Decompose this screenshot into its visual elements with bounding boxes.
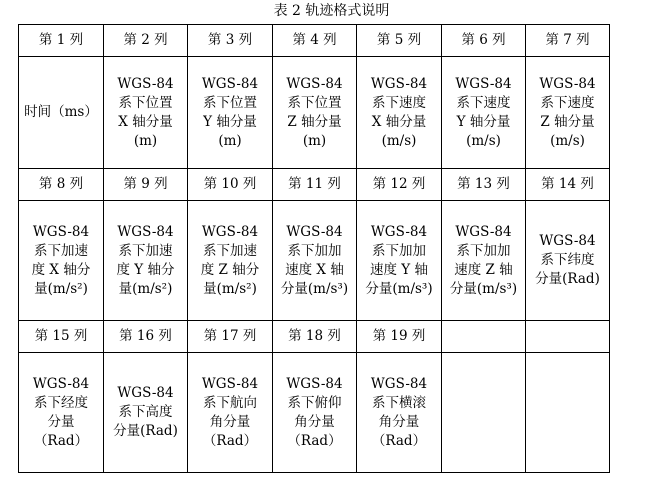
column-header: 第 6 列: [442, 25, 526, 57]
column-description: WGS-84 系下加加 速度 Y 轴 分量(m/s³): [357, 201, 442, 321]
column-description: WGS-84 系下俯仰 角分量 （Rad）: [273, 353, 357, 473]
table-caption: 表 2 轨迹格式说明: [273, 3, 390, 19]
column-header: 第 15 列: [19, 321, 104, 353]
column-description: WGS-84 系下纬度 分量(Rad): [526, 201, 610, 321]
column-header: 第 10 列: [188, 169, 273, 201]
description-row-2: [19, 201, 610, 321]
column-description: WGS-84 系下位置 Z 轴分量 (m): [273, 57, 357, 169]
column-description: WGS-84 系下加加 速度 X 轴 分量(m/s³): [273, 201, 357, 321]
trajectory-format-table: [18, 24, 610, 473]
empty-cell: [442, 321, 526, 353]
column-header: 第 13 列: [442, 169, 526, 201]
column-description: WGS-84 系下速度 X 轴分量 (m/s): [357, 57, 442, 169]
column-header: 第 17 列: [188, 321, 273, 353]
column-header: 第 1 列: [19, 25, 104, 57]
column-description: WGS-84 系下加速 度 X 轴分 量(m/s²): [19, 201, 104, 321]
column-header: 第 2 列: [104, 25, 188, 57]
header-row-2: [19, 169, 610, 201]
column-header: 第 3 列: [188, 25, 273, 57]
column-header: 第 5 列: [357, 25, 442, 57]
column-header: 第 9 列: [104, 169, 188, 201]
column-description: WGS-84 系下速度 Z 轴分量 (m/s): [526, 57, 610, 169]
column-header: 第 14 列: [526, 169, 610, 201]
header-row-3: [19, 321, 610, 353]
empty-cell: [442, 353, 526, 473]
column-description: WGS-84 系下高度 分量(Rad): [104, 353, 188, 473]
column-header: 第 18 列: [273, 321, 357, 353]
column-header: 第 4 列: [273, 25, 357, 57]
column-description: WGS-84 系下加速 度 Y 轴分 量(m/s²): [104, 201, 188, 321]
column-header: 第 19 列: [357, 321, 442, 353]
column-description: 时间（ms）: [19, 57, 104, 169]
description-row-3: [19, 353, 610, 473]
column-description: WGS-84 系下加加 速度 Z 轴 分量(m/s³): [442, 201, 526, 321]
column-header: 第 7 列: [526, 25, 610, 57]
column-header: 第 12 列: [357, 169, 442, 201]
column-description: WGS-84 系下横滚 角分量 （Rad）: [357, 353, 442, 473]
column-header: 第 8 列: [19, 169, 104, 201]
column-header: 第 16 列: [104, 321, 188, 353]
empty-cell: [526, 321, 610, 353]
description-row-1: [19, 57, 610, 169]
column-description: WGS-84 系下位置 Y 轴分量 (m): [188, 57, 273, 169]
column-description: WGS-84 系下加速 度 Z 轴分 量(m/s²): [188, 201, 273, 321]
column-header: 第 11 列: [273, 169, 357, 201]
column-description: WGS-84 系下经度 分量 （Rad）: [19, 353, 104, 473]
header-row-1: [19, 25, 610, 57]
column-description: WGS-84 系下位置 X 轴分量 (m): [104, 57, 188, 169]
column-description: WGS-84 系下航向 角分量 （Rad）: [188, 353, 273, 473]
column-description: WGS-84 系下速度 Y 轴分量 (m/s): [442, 57, 526, 169]
empty-cell: [526, 353, 610, 473]
